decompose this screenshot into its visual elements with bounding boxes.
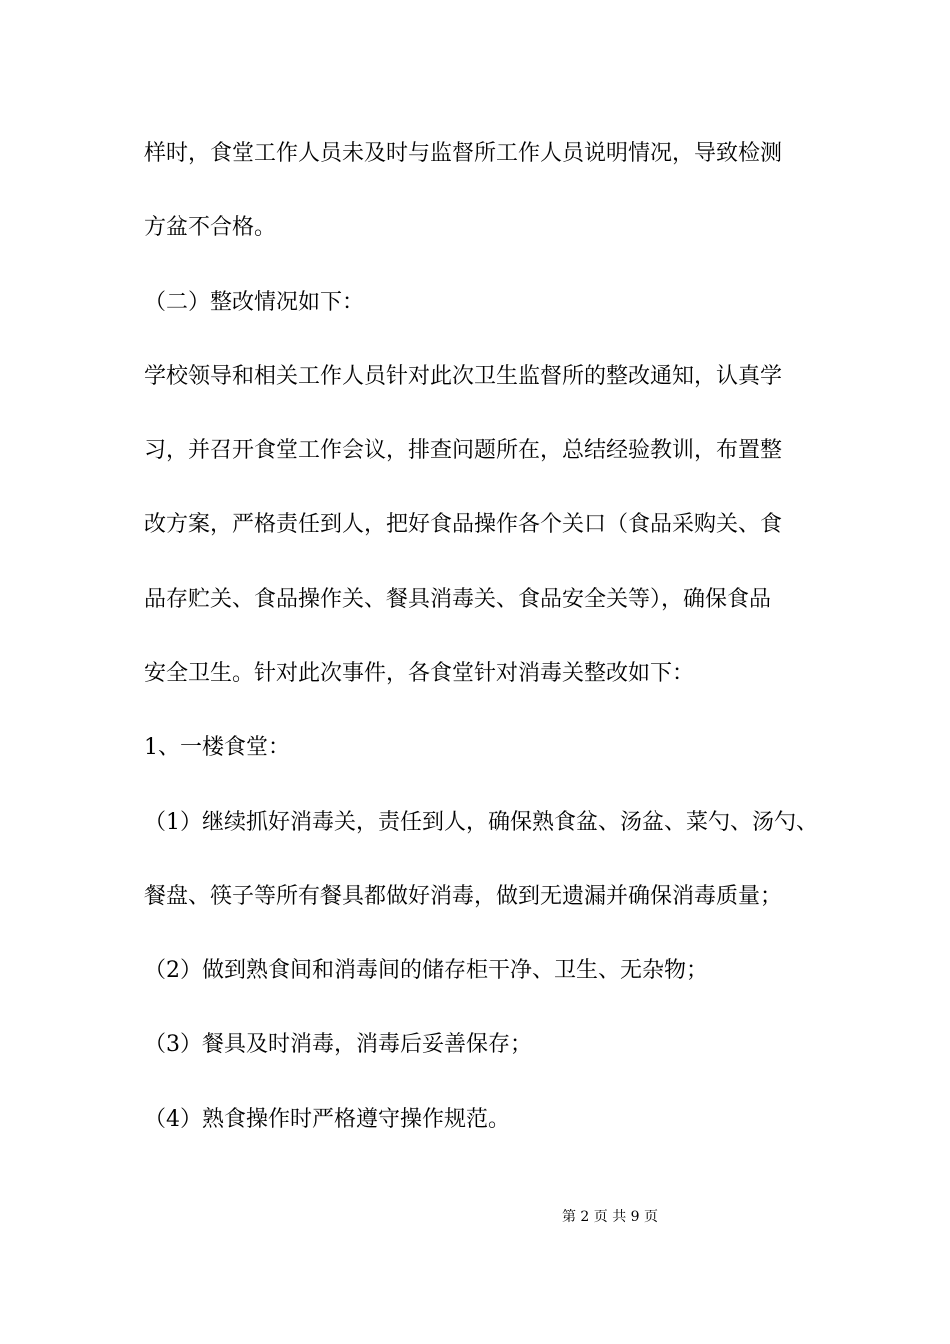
paragraph-line: 学校领导和相关工作人员针对此次卫生监督所的整改通知，认真学 xyxy=(144,364,783,389)
page-footer xyxy=(0,1208,950,1226)
paragraph-line: 安全卫生。针对此次事件，各食堂针对消毒关整改如下： xyxy=(144,661,695,686)
list-item: （4）熟食操作时严格遵守操作规范。 xyxy=(144,1107,510,1132)
section-heading: （二）整改情况如下： xyxy=(144,290,365,315)
list-heading: 1、一楼食堂： xyxy=(144,735,290,760)
list-item: （1）继续抓好消毒关，责任到人，确保熟食盆、汤盆、菜勺、汤勺、 xyxy=(144,810,818,835)
list-item: （3）餐具及时消毒，消毒后妥善保存； xyxy=(144,1032,532,1057)
paragraph-line: 样时，食堂工作人员未及时与监督所工作人员说明情况，导致检测 xyxy=(144,141,783,166)
paragraph-line: 餐盘、筷子等所有餐具都做好消毒，做到无遗漏并确保消毒质量； xyxy=(144,884,783,909)
paragraph-line: 习，并召开食堂工作会议，排查问题所在，总结经验教训，布置整 xyxy=(144,438,783,463)
paragraph-line: 方盆不合格。 xyxy=(144,215,277,240)
paragraph-line: 品存贮关、食品操作关、餐具消毒关、食品安全关等），确保食品 xyxy=(144,587,772,612)
list-item: （2）做到熟食间和消毒间的储存柜干净、卫生、无杂物； xyxy=(144,958,708,983)
page-number: 第 2 页 共 9 页 xyxy=(561,1209,659,1225)
paragraph-line: 改方案，严格责任到人，把好食品操作各个关口（食品采购关、食 xyxy=(144,512,783,537)
